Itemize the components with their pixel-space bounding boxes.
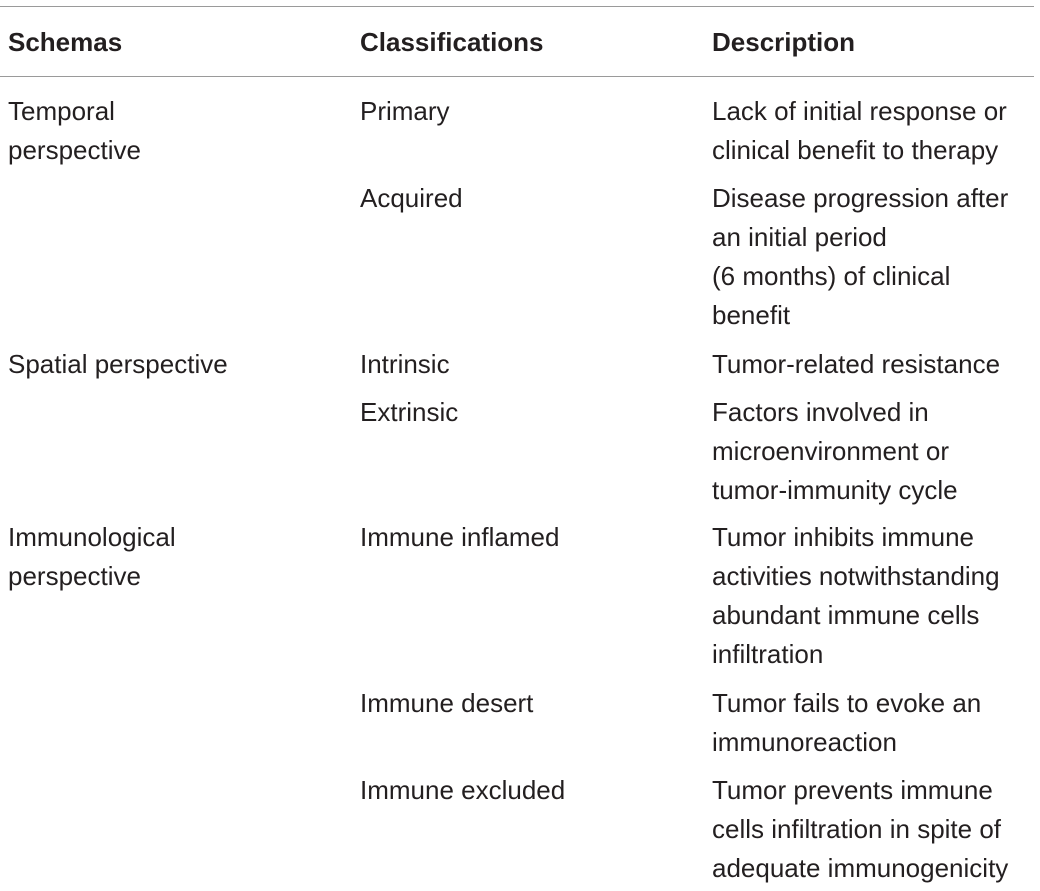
row-1-classification: Acquired (360, 183, 463, 213)
row-3-classification: Extrinsic (360, 397, 459, 427)
row-6-description (712, 771, 1008, 888)
row-3-description-line-2: tumor-immunity cycle (712, 475, 958, 505)
row-4-schema-line-0: Immunological (8, 522, 176, 552)
row-6-description-line-1: cells infiltration in spite of (712, 814, 1002, 844)
row-1-description (712, 179, 1008, 335)
header-schemas: Schemas (8, 27, 123, 57)
row-0-classification: Primary (360, 96, 450, 126)
row-4-description-line-1: activities notwithstanding (712, 561, 1000, 591)
row-6-description-line-2: adequate immunogenicity (712, 853, 1009, 883)
row-0-schema (8, 92, 141, 170)
row-3-description-line-1: microenvironment or (712, 436, 949, 466)
row-3-description (712, 393, 958, 510)
table-top-rule (0, 6, 1034, 7)
row-4-description (712, 518, 1000, 674)
row-3-description-line-0: Factors involved in (712, 397, 929, 427)
row-0-description (712, 92, 1007, 170)
row-4-schema (8, 518, 176, 596)
row-0-description-line-1: clinical benefit to therapy (712, 135, 999, 165)
row-5-classification: Immune desert (360, 688, 534, 718)
row-0-schema-line-1: perspective (8, 135, 141, 165)
row-4-description-line-2: abundant immune cells (712, 600, 980, 630)
row-2-description (712, 345, 1000, 384)
row-2-classification: Intrinsic (360, 349, 450, 379)
row-2-schema-line-0: Spatial perspective (8, 349, 228, 379)
row-1-description-line-0: Disease progression after (712, 183, 1009, 213)
row-2-description-line-0: Tumor-related resistance (712, 349, 1001, 379)
row-4-schema-line-1: perspective (8, 561, 141, 591)
row-2-schema (8, 345, 228, 384)
row-1-description-line-2: (6 months) of clinical (712, 261, 951, 291)
row-5-description-line-1: immunoreaction (712, 727, 897, 757)
row-0-description-line-0: Lack of initial response or (712, 96, 1007, 126)
header-classifications: Classifications (360, 27, 544, 57)
row-6-classification: Immune excluded (360, 775, 566, 805)
row-5-description-line-0: Tumor fails to evoke an (712, 688, 982, 718)
row-1-description-line-1: an initial period (712, 222, 887, 252)
row-6-description-line-0: Tumor prevents immune (712, 775, 993, 805)
row-4-description-line-3: infiltration (712, 639, 824, 669)
row-4-description-line-0: Tumor inhibits immune (712, 522, 975, 552)
header-description: Description (712, 27, 856, 57)
row-4-classification: Immune inflamed (360, 522, 560, 552)
row-5-description (712, 684, 981, 762)
row-0-schema-line-0: Temporal (8, 96, 115, 126)
table-header-rule (0, 76, 1034, 77)
row-1-description-line-3: benefit (712, 300, 791, 330)
